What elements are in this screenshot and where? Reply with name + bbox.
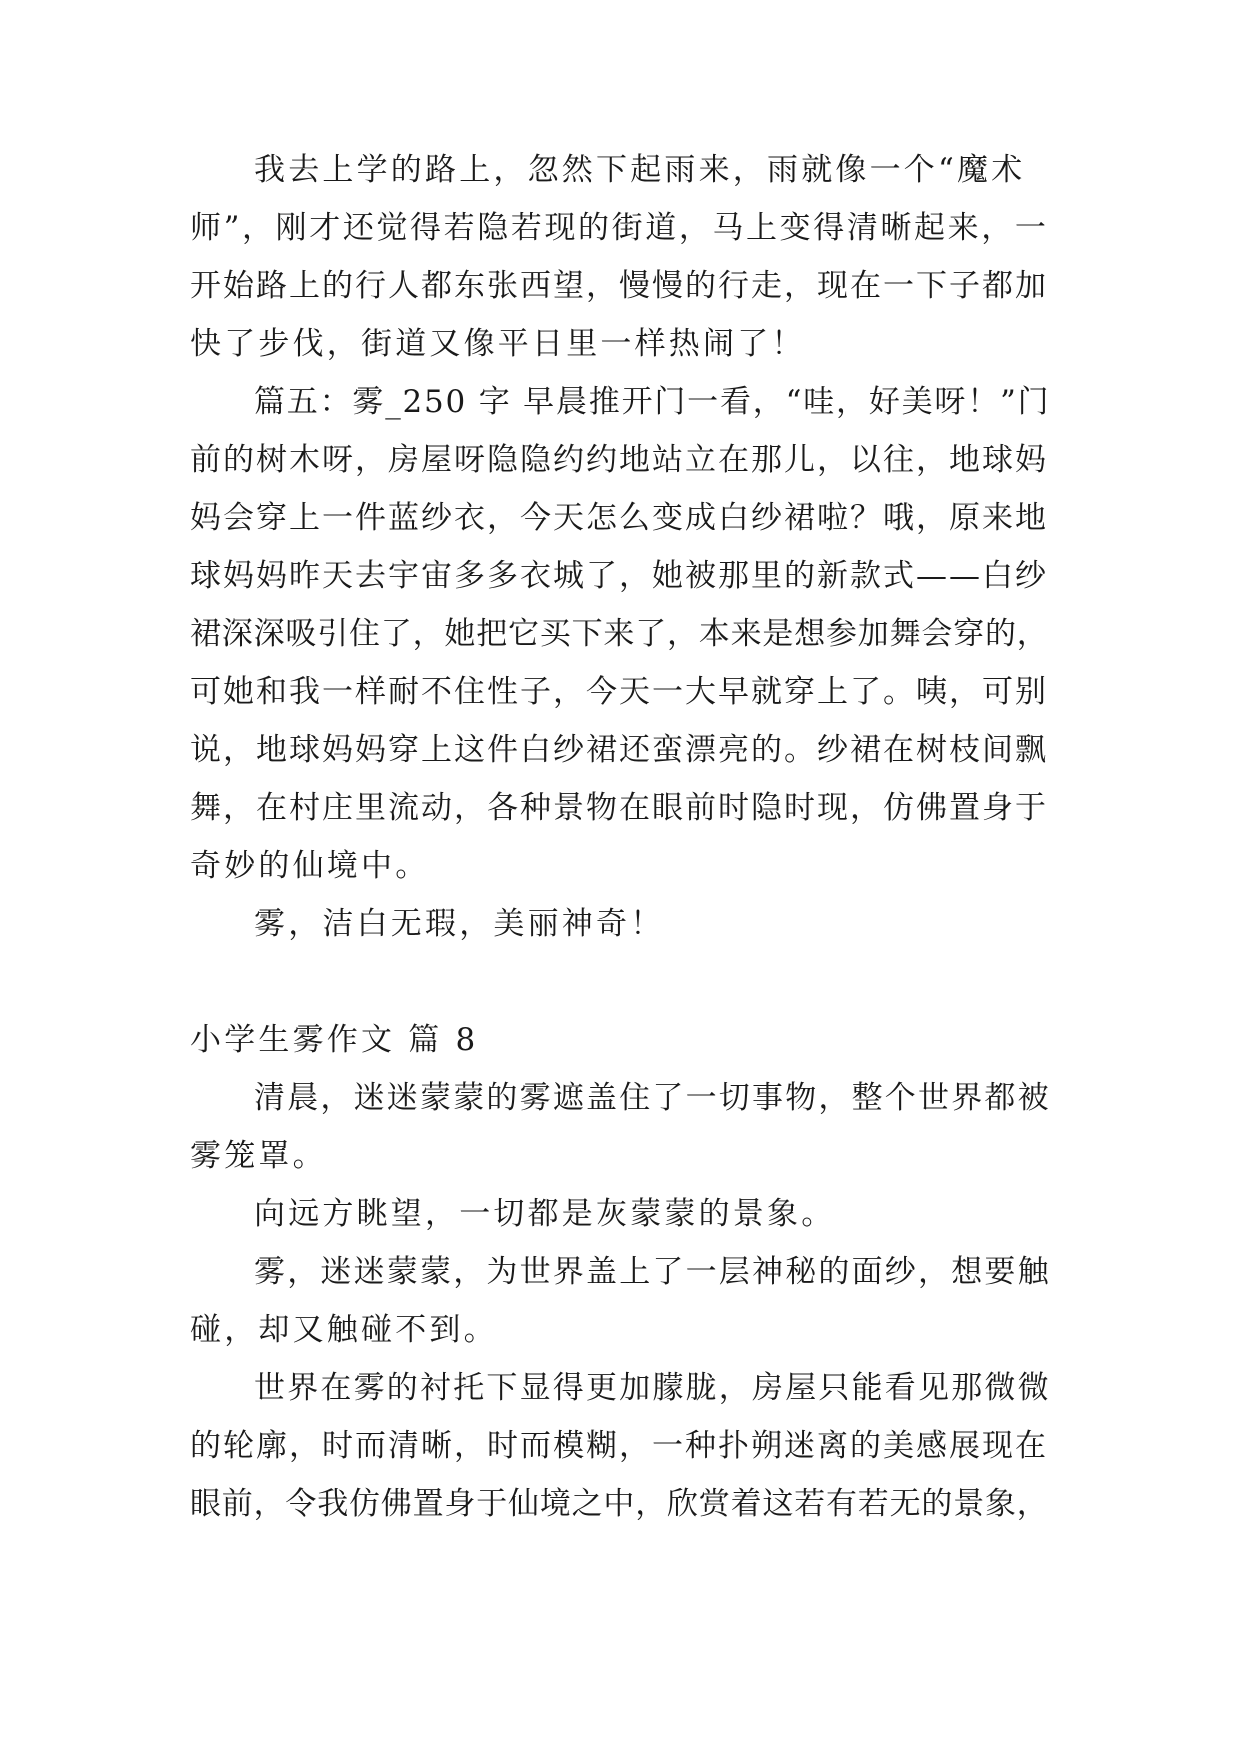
paragraph-line: 我去上学的路上，忽然下起雨来，雨就像一个“魔术: [254, 152, 1026, 188]
paragraph-line: 奇妙的仙境中。: [190, 848, 430, 884]
paragraph-line: 清晨，迷迷蒙蒙的雾遮盖住了一切事物，整个世界都被: [254, 1080, 1051, 1116]
paragraph-line: 裙深深吸引住了，她把它买下来了，本来是想参加舞会穿的，: [190, 616, 1049, 652]
paragraph-line: 舞，在村庄里流动，各种景物在眼前时隐时现，仿佛置身于: [190, 790, 1048, 826]
paragraph-line: 快了步伐，街道又像平日里一样热闹了！: [190, 326, 806, 362]
paragraph-line: 开始路上的行人都东张西望，慢慢的行走，现在一下子都加: [190, 268, 1048, 304]
paragraph-line: 碰，却又触碰不到。: [190, 1312, 498, 1348]
paragraph-line: 雾笼罩。: [190, 1138, 327, 1174]
paragraph-line: 说，地球妈妈穿上这件白纱裙还蛮漂亮的。纱裙在树枝间飘: [190, 732, 1048, 768]
paragraph-line: 可她和我一样耐不住性子，今天一大早就穿上了。咦，可别: [190, 674, 1048, 710]
paragraph-line: 师”，刚才还觉得若隐若现的街道，马上变得清晰起来，一: [190, 210, 1049, 246]
paragraph-line: 球妈妈昨天去宇宙多多衣城了，她被那里的新款式——白纱: [190, 558, 1048, 594]
paragraph-line: 眼前，令我仿佛置身于仙境之中，欣赏着这若有若无的景象，: [190, 1486, 1049, 1522]
section-heading: 小学生雾作文 篇 8: [190, 1022, 479, 1058]
paragraph-line: 的轮廓，时而清晰，时而模糊，一种扑朔迷离的美感展现在: [190, 1428, 1048, 1464]
paragraph-line: 向远方眺望，一切都是灰蒙蒙的景象。: [254, 1196, 836, 1232]
paragraph-line: 雾，洁白无瑕，美丽神奇！: [254, 906, 665, 942]
paragraph-line: 篇五：雾_250 字 早晨推开门一看，“哇，好美呀！”门: [254, 384, 1051, 420]
paragraph-line: 妈会穿上一件蓝纱衣，今天怎么变成白纱裙啦？哦，原来地: [190, 500, 1048, 536]
paragraph-line: 前的树木呀，房屋呀隐隐约约地站立在那儿，以往，地球妈: [190, 442, 1048, 478]
paragraph-line: 世界在雾的衬托下显得更加朦胧，房屋只能看见那微微: [254, 1370, 1051, 1406]
paragraph-line: 雾，迷迷蒙蒙，为世界盖上了一层神秘的面纱，想要触: [254, 1254, 1051, 1290]
